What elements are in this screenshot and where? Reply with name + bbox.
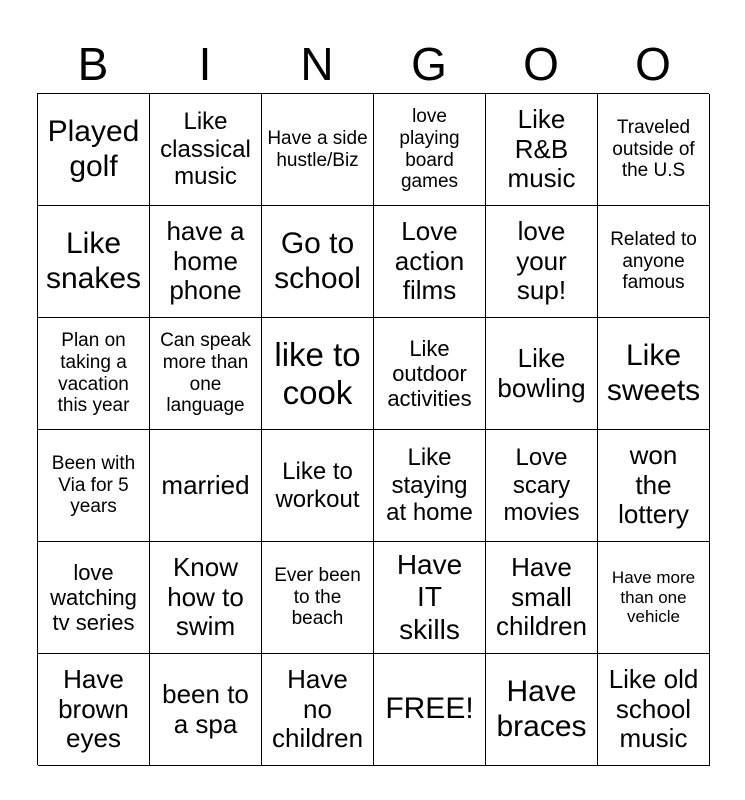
bingo-cell[interactable] bbox=[598, 318, 710, 430]
bingo-cell[interactable] bbox=[262, 430, 374, 542]
cell-text: Ever been to the beach bbox=[274, 564, 361, 630]
bingo-cell[interactable] bbox=[38, 542, 150, 654]
bingo-cell[interactable] bbox=[38, 206, 150, 318]
cell-text: been to a spa bbox=[162, 678, 249, 739]
cell-text: Have more than one vehicle bbox=[611, 568, 696, 627]
bingo-cell[interactable] bbox=[262, 318, 374, 430]
cell-text: Like classical music bbox=[160, 108, 251, 191]
header-letter-g: G bbox=[411, 38, 447, 90]
cell-text: Go to school bbox=[274, 227, 361, 295]
cell-text: Have brown eyes bbox=[58, 663, 129, 754]
cell-text: Related to anyone famous bbox=[610, 228, 697, 294]
cell-text: Have braces bbox=[496, 675, 587, 743]
bingo-cell[interactable] bbox=[374, 94, 486, 206]
cell-text: Traveled outside of the U.S bbox=[612, 116, 695, 182]
bingo-cell[interactable] bbox=[262, 542, 374, 654]
bingo-cell[interactable] bbox=[374, 542, 486, 654]
cell-text: Can speak more than one language bbox=[160, 329, 251, 417]
free-space-label: FREE! bbox=[385, 692, 474, 726]
bingo-cell[interactable] bbox=[598, 542, 710, 654]
cell-text: Plan on taking a vacation this year bbox=[57, 329, 130, 417]
bingo-cell[interactable] bbox=[486, 318, 598, 430]
cell-text: Been with Via for 5 years bbox=[51, 452, 136, 518]
cell-text: Love scary movies bbox=[503, 444, 580, 527]
bingo-cell[interactable] bbox=[598, 206, 710, 318]
bingo-cell[interactable] bbox=[598, 654, 710, 766]
cell-text: like to cook bbox=[274, 335, 361, 411]
bingo-cell[interactable] bbox=[486, 430, 598, 542]
bingo-cell[interactable] bbox=[150, 94, 262, 206]
bingo-cell[interactable] bbox=[262, 654, 374, 766]
cell-text: Love action films bbox=[394, 215, 465, 306]
cell-text: Like sweets bbox=[606, 339, 701, 407]
cell-text: Like to workout bbox=[275, 457, 360, 513]
bingo-cell[interactable] bbox=[486, 94, 598, 206]
cell-text: Played golf bbox=[47, 115, 140, 183]
cell-text: Like outdoor activities bbox=[387, 335, 472, 412]
cell-text: Like R&B music bbox=[507, 103, 576, 194]
bingo-cell[interactable] bbox=[150, 318, 262, 430]
bingo-header bbox=[37, 34, 709, 94]
cell-text: have a home phone bbox=[166, 215, 245, 306]
bingo-cell[interactable] bbox=[598, 430, 710, 542]
cell-text: Like snakes bbox=[45, 227, 142, 295]
cell-text: won the lottery bbox=[618, 439, 689, 530]
cell-text: love watching tv series bbox=[50, 559, 137, 636]
bingo-cell[interactable] bbox=[374, 430, 486, 542]
bingo-cell[interactable] bbox=[150, 430, 262, 542]
cell-text: Have a side hustle/Biz bbox=[267, 127, 368, 171]
cell-text: Have small children bbox=[495, 551, 588, 642]
cell-text: Like staying at home bbox=[386, 444, 473, 527]
bingo-cell[interactable] bbox=[262, 94, 374, 206]
bingo-cell[interactable] bbox=[150, 542, 262, 654]
cell-text: Have IT skills bbox=[396, 549, 463, 645]
cell-text: Like old school music bbox=[608, 663, 699, 754]
cell-text: Have no children bbox=[271, 663, 364, 754]
bingo-cell[interactable] bbox=[38, 430, 150, 542]
bingo-board bbox=[37, 93, 709, 765]
bingo-cell[interactable] bbox=[262, 206, 374, 318]
header-letter-i: I bbox=[198, 38, 212, 90]
bingo-cell[interactable] bbox=[598, 94, 710, 206]
header-letter-n: N bbox=[300, 38, 334, 90]
bingo-cell[interactable] bbox=[38, 654, 150, 766]
bingo-cell[interactable] bbox=[150, 654, 262, 766]
cell-text: Like bowling bbox=[497, 342, 586, 403]
bingo-cell[interactable] bbox=[486, 206, 598, 318]
header-letter-o-2: O bbox=[635, 38, 671, 90]
cell-text: love playing board games bbox=[399, 105, 460, 193]
cell-text: Know how to swim bbox=[167, 551, 244, 642]
bingo-cell[interactable] bbox=[374, 318, 486, 430]
bingo-cell[interactable] bbox=[486, 654, 598, 766]
bingo-cell[interactable] bbox=[374, 206, 486, 318]
free-space-cell[interactable] bbox=[374, 654, 486, 766]
header-letter-o: O bbox=[523, 38, 559, 90]
cell-text: love your sup! bbox=[516, 215, 567, 306]
bingo-cell[interactable] bbox=[38, 94, 150, 206]
bingo-cell[interactable] bbox=[38, 318, 150, 430]
bingo-cell[interactable] bbox=[486, 542, 598, 654]
cell-text: married bbox=[161, 469, 250, 500]
bingo-cell[interactable] bbox=[150, 206, 262, 318]
header-letter-b: B bbox=[77, 38, 109, 90]
